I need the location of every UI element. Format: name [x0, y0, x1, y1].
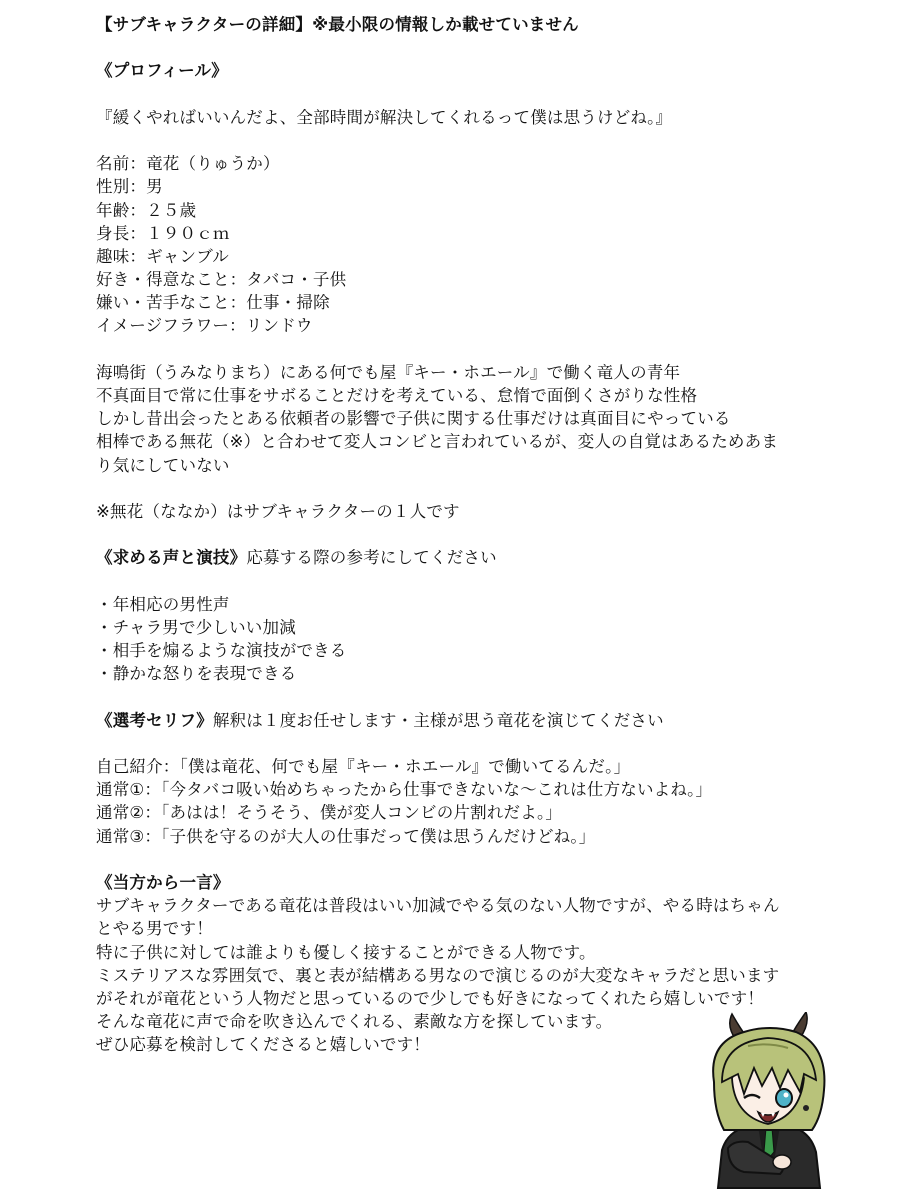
audition-line: 通常①：「今タバコ吸い始めちゃったから仕事できないな〜これは仕方ないよね。」: [96, 780, 713, 800]
doc-header: [96, 13, 816, 36]
lines-heading-row: [96, 709, 816, 732]
comment-line: サブキャラクターである竜花は普段はいい加減でやる気のない人物ですが、やる時はちゃん: [96, 896, 780, 916]
lines-heading: 《選考セリフ》: [96, 710, 213, 730]
comment-line: 特に子供に対しては誰よりも優しく接することができる人物です。: [96, 942, 596, 962]
description-line: 相棒である無花（※）と合わせて変人コンビと言われているが、変人の自覚はあるためあま: [96, 432, 779, 452]
profile-field: イメージフラワー：リンドウ: [96, 316, 313, 336]
character-illustration: [688, 1012, 844, 1190]
doc-title: 【サブキャラクターの詳細】: [96, 15, 313, 34]
description-line: 不真面目で常に仕事をサボることだけを考えている、怠惰で面倒くさがりな性格: [96, 386, 698, 405]
voice-item: ・静かな怒りを表現できる: [96, 664, 297, 684]
audition-line: 通常②：「あはは！そうそう、僕が変人コンビの片割れだよ。」: [96, 803, 563, 823]
voice-heading-row: [96, 546, 816, 569]
comment-line: ミステリアスな雰囲気で、裏と表が結構ある男なので演じるのが大変なキャラだと思います: [96, 965, 780, 985]
audition-lines: [96, 755, 816, 848]
profile-field: 身長：１９０ｃｍ: [96, 223, 230, 243]
character-figure: [713, 1012, 824, 1188]
comment-line: そんな竜花に声で命を吹き込んでくれる、素敵な方を探しています。: [96, 1012, 613, 1032]
comment-heading: 《当方から一言》: [96, 872, 230, 892]
profile-field: 趣味：ギャンブル: [96, 246, 229, 266]
voice-note: 応募する際の参考にしてください: [246, 548, 497, 568]
profile-description: [96, 361, 816, 477]
description-line: しかし昔出会ったとある依頼者の影響で子供に関する仕事だけは真面目にやっている: [96, 409, 731, 429]
comment-line: ぜひ応募を検討してくださると嬉しいです！: [96, 1035, 430, 1055]
profile-field: 名前：竜花（りゅうか）: [96, 154, 280, 174]
doc-title-note: ※最小限の情報しか載せていません: [312, 15, 579, 34]
audition-line: 自己紹介：「僕は竜花、何でも屋『キー・ホエール』で働いてるんだ。」: [96, 757, 631, 776]
audition-line: 通常③：「子供を守るのが大人の仕事だって僕は思うんだけどね。」: [96, 826, 596, 846]
lines-note: 解釈は１度お任せします・主様が思う竜花を演じてください: [212, 710, 664, 730]
profile-heading: 《プロフィール》: [96, 61, 228, 81]
profile-field: 性別：男: [96, 177, 163, 197]
voice-item: ・チャラ男で少しいい加減: [96, 617, 296, 637]
document-body: [96, 13, 816, 1056]
profile-field: 好き・得意なこと：タバコ・子供: [96, 270, 347, 290]
profile-field: 年齢：２５歳: [96, 200, 197, 220]
profile-footnote: ※無花（ななか）はサブキャラクターの１人です: [96, 501, 460, 521]
description-line: 海鳴街（うみなりまち）にある何でも屋『キー・ホエール』で働く竜人の青年: [96, 362, 681, 382]
voice-item: ・相手を煽るような演技ができる: [96, 641, 347, 661]
description-line: り気にしていない: [96, 455, 230, 475]
profile-field: 嫌い・苦手なこと：仕事・掃除: [96, 293, 330, 313]
character-quote: 『緩くやればいいんだよ、全部時間が解決してくれるって僕は思うけどね。』: [96, 107, 673, 127]
profile-fields: [96, 152, 816, 338]
comment-line: とやる男です！: [96, 919, 213, 939]
comment-line: がそれが竜花という人物だと思っているので少しでも好きになってくれたら嬉しいです！: [96, 988, 764, 1008]
voice-heading: 《求める声と演技》: [96, 548, 247, 568]
voice-list: [96, 593, 816, 686]
voice-item: ・年相応の男性声: [96, 594, 230, 614]
